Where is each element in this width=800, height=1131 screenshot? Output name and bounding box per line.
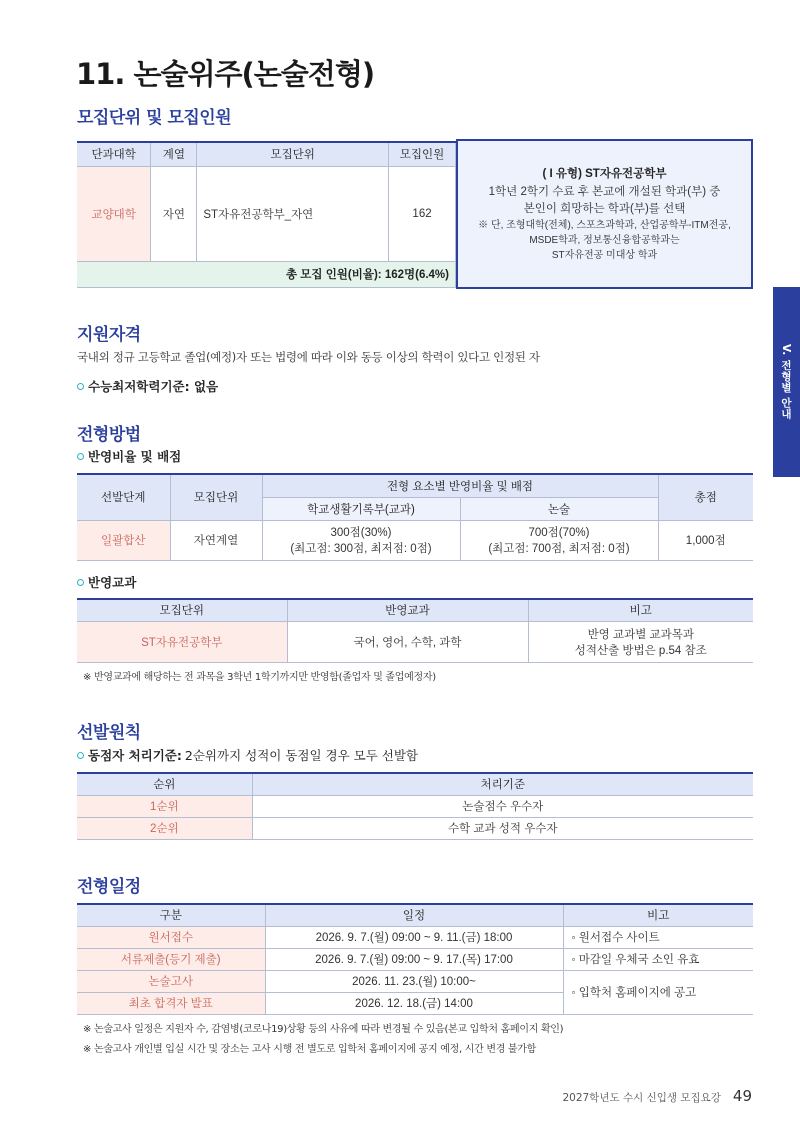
section-title-recruit: 모집단위 및 모집인원	[77, 108, 232, 128]
header-date: 일정	[265, 904, 563, 926]
chapter-side-tab[interactable]	[773, 287, 800, 477]
cell-unit: ST자유전공학부	[77, 621, 287, 662]
cell-remark: ◦ 원서접수 사이트	[563, 926, 753, 948]
header-count: 모집인원	[389, 142, 456, 166]
cell-count: 162	[389, 166, 456, 261]
bullet-icon	[77, 752, 84, 759]
page-title: 11. 논술위주(논술전형)	[76, 57, 375, 91]
header-stage: 선발단계	[77, 474, 170, 520]
cell-unit: 자연계열	[170, 520, 262, 560]
info-note: ※ 단, 조형대학(전체), 스포츠과학과, 산업공학부-ITM전공,	[478, 220, 731, 231]
schedule-table	[77, 903, 753, 1015]
cell-track: 자연	[151, 166, 197, 261]
essay-range: (최고점: 700점, 최저점: 0점)	[488, 543, 630, 555]
cell-subjects: 국어, 영어, 수학, 과학	[287, 621, 528, 662]
table-row	[77, 795, 753, 817]
cell-school-record	[262, 520, 460, 560]
footer-text: 2027학년도 수시 신입생 모집요강	[562, 1092, 721, 1104]
header-remark: 비고	[563, 904, 753, 926]
cell-essay	[460, 520, 658, 560]
info-line: 본인이 희망하는 학과(부)를 선택	[523, 203, 686, 215]
ratio-table	[77, 473, 753, 561]
subject-heading: 반영교과	[88, 575, 137, 590]
tie-text: 2순위까지 성적이 동점일 경우 모두 선발함	[184, 748, 418, 763]
info-line: 1학년 2학기 수료 후 본교에 개설된 학과(부) 중	[488, 186, 721, 198]
cell-unit: ST자유전공학부_자연	[197, 166, 389, 261]
ratio-bullet	[77, 447, 181, 465]
section-title-method: 전형방법	[77, 425, 141, 445]
info-note: ST자유전공 미대상 학과	[551, 250, 658, 261]
cell-remark	[528, 621, 753, 662]
tie-label: 동점자 처리기준:	[88, 748, 182, 763]
cell-category: 논술고사	[77, 970, 265, 992]
schedule-note: ※ 논술고사 개인별 입실 시간 및 장소는 고사 시행 전 별도로 입학처 홈페이지에 공지 예정, 시간 변경 불가함	[83, 1044, 537, 1055]
school-score: 300점(30%)	[330, 527, 392, 539]
cell-stage: 일괄합산	[77, 520, 170, 560]
section-title-principle: 선발원칙	[77, 723, 141, 743]
st-major-info-box	[456, 139, 753, 289]
cell-total: 1,000점	[658, 520, 753, 560]
tie-bullet	[77, 746, 418, 764]
csat-min-text: 수능최저학력기준: 없음	[88, 379, 219, 394]
bullet-icon	[77, 579, 84, 586]
section-title-schedule: 전형일정	[77, 877, 141, 897]
table-row	[77, 817, 753, 839]
header-essay: 논술	[460, 497, 658, 520]
cell-remark: ◦ 마감일 우체국 소인 유효	[563, 948, 753, 970]
cell-rank: 1순위	[77, 795, 252, 817]
page-number: 49	[732, 1087, 752, 1105]
header-criteria: 처리기준	[252, 773, 753, 795]
qualification-text: 국내외 정규 고등학교 졸업(예정)자 또는 법령에 따라 이와 동등 이상의 학력이 있다고 인정된 자	[77, 350, 540, 364]
schedule-note: ※ 논술고사 일정은 지원자 수, 감염병(코로나19)상황 등의 사유에 따라 변경될 수 있음(본교 입학처 홈페이지 확인)	[83, 1024, 564, 1035]
remark-line: 성적산출 방법은 p.54 참조	[574, 644, 707, 657]
header-unit: 모집단위	[77, 599, 287, 621]
cell-rank: 2순위	[77, 817, 252, 839]
table-row	[77, 970, 753, 992]
header-total: 총점	[658, 474, 753, 520]
chapter-side-tab-label: V. 전형별 안내	[780, 344, 792, 420]
cell-criteria: 수학 교과 성적 우수자	[252, 817, 753, 839]
essay-score: 700점(70%)	[528, 527, 590, 539]
cell-remark: ◦ 입학처 홈페이지에 공고	[563, 970, 753, 1014]
subject-note: ※ 반영교과에 해당하는 전 과목을 3학년 1학기까지만 반영함(졸업자 및 졸업예정자)	[83, 672, 436, 683]
remark-line: 반영 교과별 교과목과	[587, 628, 694, 641]
header-school-record: 학교생활기록부(교과)	[262, 497, 460, 520]
header-track: 계열	[151, 142, 197, 166]
school-range: (최고점: 300점, 최저점: 0점)	[290, 543, 432, 555]
subject-table	[77, 598, 753, 663]
header-subjects: 반영교과	[287, 599, 528, 621]
ratio-heading: 반영비율 및 배점	[88, 449, 182, 464]
recruit-table	[77, 141, 456, 288]
info-note: MSDE학과, 정보통신융합공학과는	[529, 235, 680, 246]
cell-category: 서류제출(등기 제출)	[77, 948, 265, 970]
bullet-icon	[77, 453, 84, 460]
header-college: 단과대학	[77, 142, 151, 166]
info-heading: ( I 유형) ST자유전공학부	[542, 168, 667, 180]
section-title-qualification: 지원자격	[77, 325, 141, 345]
header-category: 구분	[77, 904, 265, 926]
page-footer	[562, 1087, 752, 1105]
tie-rank-table	[77, 772, 753, 840]
header-rank: 순위	[77, 773, 252, 795]
cell-category: 최초 합격자 발표	[77, 992, 265, 1014]
table-row	[77, 926, 753, 948]
header-unit: 모집단위	[197, 142, 389, 166]
header-remark: 비고	[528, 599, 753, 621]
csat-min-bullet	[77, 377, 218, 395]
header-group: 전형 요소별 반영비율 및 배점	[262, 474, 658, 497]
cell-college: 교양대학	[77, 166, 151, 261]
cell-date: 2026. 9. 7.(월) 09:00 ~ 9. 11.(금) 18:00	[265, 926, 563, 948]
cell-category: 원서접수	[77, 926, 265, 948]
subject-bullet	[77, 573, 136, 591]
cell-date: 2026. 9. 7.(월) 09:00 ~ 9. 17.(목) 17:00	[265, 948, 563, 970]
cell-date: 2026. 12. 18.(금) 14:00	[265, 992, 563, 1014]
cell-criteria: 논술점수 우수자	[252, 795, 753, 817]
bullet-icon	[77, 383, 84, 390]
header-unit: 모집단위	[170, 474, 262, 520]
table-row	[77, 948, 753, 970]
cell-date: 2026. 11. 23.(월) 10:00~	[265, 970, 563, 992]
total-recruit: 총 모집 인원(비율): 162명(6.4%)	[77, 261, 456, 287]
